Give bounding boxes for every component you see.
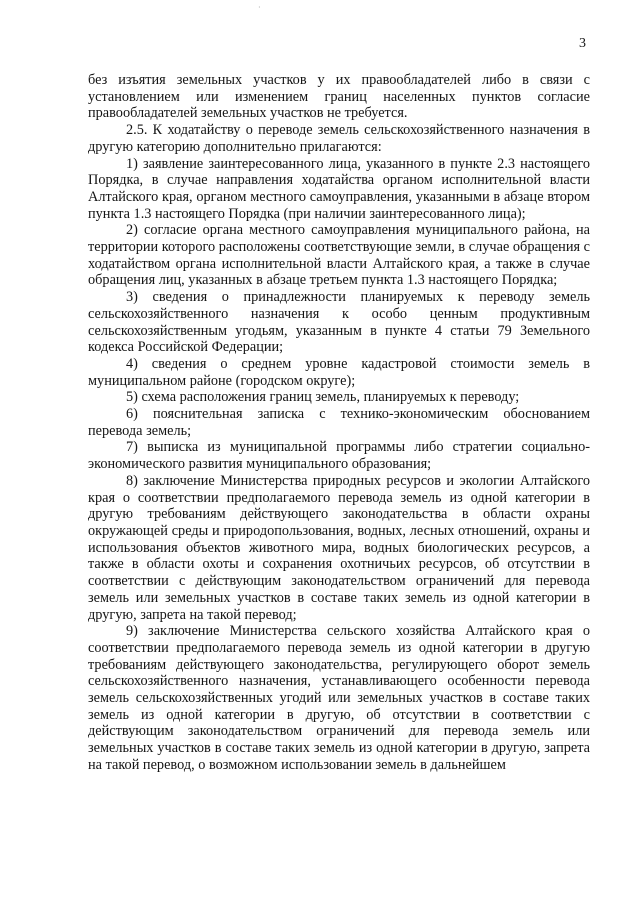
document-body <box>88 72 590 774</box>
list-item-9: 9) заключение Министерства сельского хозяйства Алтайского края о соответствии предполагаемого перевода земель из одной категории в другую требованиям действующего законодательства, регулирующего оборот земель сельскохозяйственного назначения, устанавливающего особенности перевода земель сельскохозяйственных угодий или земельных участков в составе таких земель из одной категории в другую, об отсутствии в соответствии с действующим законодательством ограничений для перевода земель или земельных участков в составе таких земель из одной категории в другую, запрета на такой перевод, о возможном использовании земель в дальнейшем <box>88 623 590 773</box>
list-item-3: 3) сведения о принадлежности планируемых к переводу земель сельскохозяйственного назначения к особо ценным продуктивным сельскохозяйственным угодьям, указанным в пункте 4 статьи 79 Земельного кодекса Российской Федерации; <box>88 289 590 356</box>
list-item-7: 7) выписка из муниципальной программы либо стратегии социально-экономического развития муниципального образования; <box>88 439 590 473</box>
list-item-4: 4) сведения о среднем уровне кадастровой стоимости земель в муниципальном районе (городском округе); <box>88 355 590 389</box>
list-item-1: 1) заявление заинтересованного лица, указанного в пункте 2.3 настоящего Порядка, в случае направления ходатайства органом исполнительной власти Алтайского края, органом местного самоуправления, указанными в абзаце втором пункта 1.3 настоящего Порядка (при наличии заинтересованного лица); <box>88 155 590 222</box>
list-item-6: 6) пояснительная записка с технико-экономическим обоснованием перевода земель; <box>88 406 590 439</box>
list-item-8: 8) заключение Министерства природных ресурсов и экологии Алтайского края о соответствии предполагаемого перевода земель из одной категории в другую требованиям действующего законодательства в области охраны окружающей среды и природопользования, водных, лесных отношений, охраны и использования объектов животного мира, водных биологических ресурсов, а также в области охоты и сохранения охотничьих ресурсов, об отсутствии в соответствии с действующим законодательством ограничений для перевода земель или земельных участков в составе таких земель из одной категории в другую, запрета на такой перевод; <box>88 472 590 623</box>
list-item-5: 5) схема расположения границ земель, планируемых к переводу; <box>126 389 520 406</box>
page-number: 3 <box>579 36 586 51</box>
paragraph-continuation: без изъятия земельных участков у их правообладателей либо в связи с установлением или изменением границ населенных пунктов согласие правообладателей земельных участков не требуется. <box>88 72 590 122</box>
paragraph-section-2-5: 2.5. К ходатайству о переводе земель сельскохозяйственного назначения в другую категорию дополнительно прилагаются: <box>88 122 590 155</box>
list-item-2: 2) согласие органа местного самоуправления муниципального района, на территории которого расположены соответствующие земли, в случае обращения с ходатайством органа исполнительной власти Алтайского края, а также в случае обращения лиц, указанных в абзаце третьем пункта 1.3 настоящего Порядка; <box>88 222 590 289</box>
scan-artifact-mark: · <box>258 3 261 12</box>
